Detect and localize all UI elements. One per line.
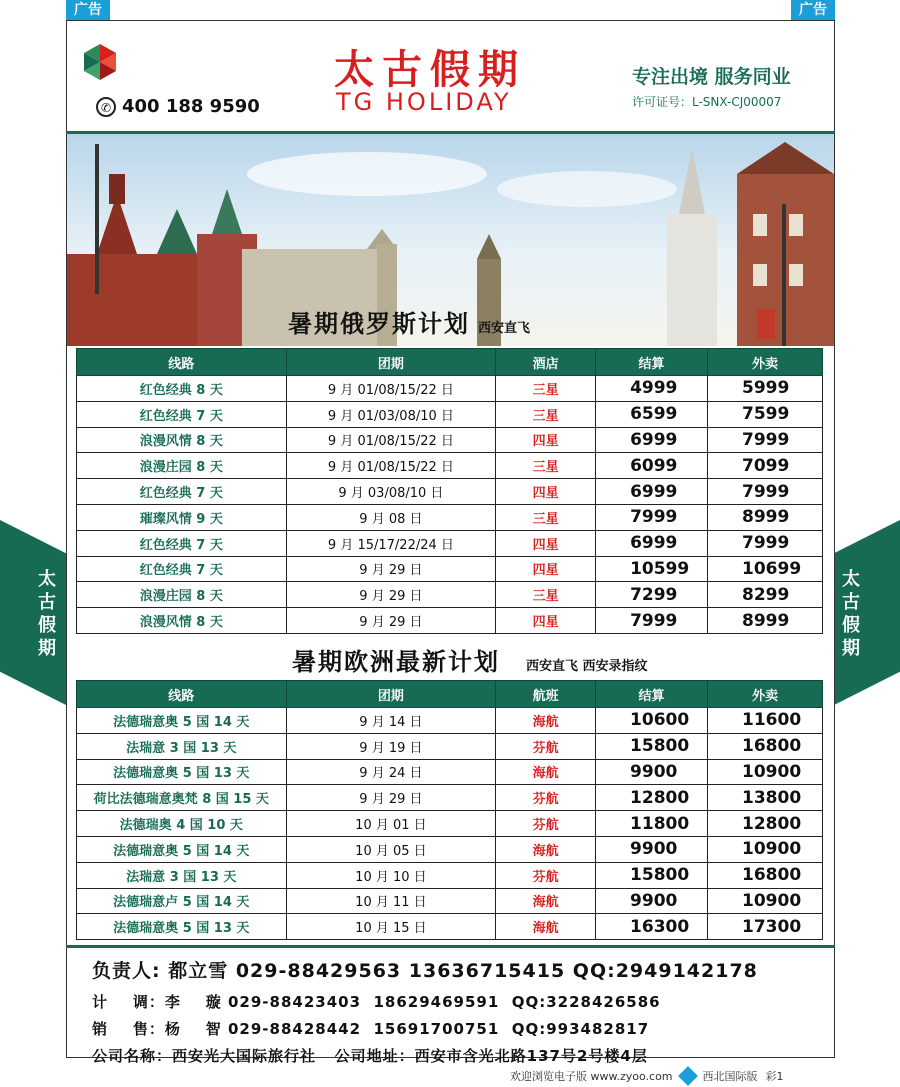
flight-cell: 海航 xyxy=(496,914,596,940)
dates-cell: 9 月 03/08/10 日 xyxy=(286,479,496,505)
col-header-dates: 团期 xyxy=(286,349,496,376)
hotel-cell: 四星 xyxy=(496,556,596,582)
slogan: 专注出境 服务同业 xyxy=(632,66,791,88)
retail-price-cell: 7999 xyxy=(708,530,823,556)
route-cell: 红色经典 7 天 xyxy=(77,530,287,556)
table-row xyxy=(77,556,823,582)
col-header-retail: 外卖 xyxy=(708,681,823,708)
col-header-flight: 航班 xyxy=(496,681,596,708)
hotel-cell: 四星 xyxy=(496,427,596,453)
retail-price-cell: 10900 xyxy=(708,836,823,862)
flight-cell: 海航 xyxy=(496,888,596,914)
dates-cell: 9 月 29 日 xyxy=(286,582,496,608)
route-cell: 法德瑞意奥 5 国 13 天 xyxy=(77,759,287,785)
flight-cell: 芬航 xyxy=(496,862,596,888)
flight-cell: 芬航 xyxy=(496,811,596,837)
retail-price-cell: 12800 xyxy=(708,811,823,837)
edition-badge-icon xyxy=(678,1066,698,1086)
side-text-left: 太 古 假 期 xyxy=(38,569,56,659)
dates-cell: 10 月 10 日 xyxy=(286,862,496,888)
settle-price-cell: 7999 xyxy=(596,608,708,634)
flight-cell: 海航 xyxy=(496,836,596,862)
russia-title: 暑期俄罗斯计划 xyxy=(288,310,470,338)
retail-price-cell: 16800 xyxy=(708,862,823,888)
col-header-route: 线路 xyxy=(77,349,287,376)
route-cell: 法德瑞意奥 5 国 14 天 xyxy=(77,836,287,862)
retail-price-cell: 7999 xyxy=(708,427,823,453)
dates-cell: 9 月 14 日 xyxy=(286,708,496,734)
route-cell: 法德瑞意卢 5 国 14 天 xyxy=(77,888,287,914)
dates-cell: 9 月 15/17/22/24 日 xyxy=(286,530,496,556)
company-info: 公司名称：西安光大国际旅行社 公司地址：西安市含光北路137号2号楼4层 xyxy=(92,1047,648,1065)
settle-price-cell: 10599 xyxy=(596,556,708,582)
route-cell: 红色经典 8 天 xyxy=(77,376,287,402)
brand-name-cn: 太古假期 xyxy=(334,46,526,93)
route-cell: 红色经典 7 天 xyxy=(77,401,287,427)
route-cell: 浪漫庄园 8 天 xyxy=(77,582,287,608)
settle-price-cell: 7299 xyxy=(596,582,708,608)
license-number: 许可证号：L-SNX-CJ00007 xyxy=(632,95,782,109)
hotline xyxy=(96,96,260,117)
brand-logo-icon xyxy=(84,44,116,80)
retail-price-cell: 11600 xyxy=(708,708,823,734)
dates-cell: 9 月 19 日 xyxy=(286,733,496,759)
phone-icon: ✆ xyxy=(96,97,116,117)
settle-price-cell: 10600 xyxy=(596,708,708,734)
settle-price-cell: 12800 xyxy=(596,785,708,811)
flight-cell: 海航 xyxy=(496,708,596,734)
table-row xyxy=(77,914,823,940)
contact-sales: 销 售：杨 智 029-88428442 15691700751 QQ:993482817 xyxy=(92,1020,650,1038)
route-cell: 浪漫庄园 8 天 xyxy=(77,453,287,479)
page-footer xyxy=(510,1068,784,1084)
table-row xyxy=(77,453,823,479)
col-header-retail: 外卖 xyxy=(708,349,823,376)
russia-subtitle: 西安直飞 xyxy=(478,321,531,336)
table-row xyxy=(77,862,823,888)
table-row xyxy=(77,733,823,759)
europe-section-title xyxy=(292,642,648,677)
brand-name-en: TG HOLIDAY xyxy=(336,88,512,116)
europe-price-table xyxy=(76,680,823,940)
settle-price-cell: 7999 xyxy=(596,504,708,530)
table-header-row xyxy=(77,681,823,708)
col-header-route: 线路 xyxy=(77,681,287,708)
footer-text: 欢迎浏览电子版 www.zyoo.com xyxy=(510,1070,673,1083)
settle-price-cell: 16300 xyxy=(596,914,708,940)
table-header-row xyxy=(77,349,823,376)
route-cell: 法德瑞奥 4 国 10 天 xyxy=(77,811,287,837)
hotline-number: 400 188 9590 xyxy=(122,96,260,117)
route-cell: 法瑞意 3 国 13 天 xyxy=(77,733,287,759)
hotel-cell: 三星 xyxy=(496,376,596,402)
settle-price-cell: 15800 xyxy=(596,862,708,888)
route-cell: 浪漫风情 8 天 xyxy=(77,608,287,634)
dates-cell: 9 月 29 日 xyxy=(286,785,496,811)
hotel-cell: 三星 xyxy=(496,453,596,479)
ad-tag-right: 广告 xyxy=(791,0,835,20)
table-row xyxy=(77,708,823,734)
table-row xyxy=(77,504,823,530)
settle-price-cell: 4999 xyxy=(596,376,708,402)
retail-price-cell: 7999 xyxy=(708,479,823,505)
settle-price-cell: 9900 xyxy=(596,836,708,862)
europe-title: 暑期欧洲最新计划 xyxy=(292,648,500,676)
dates-cell: 9 月 29 日 xyxy=(286,608,496,634)
retail-price-cell: 8299 xyxy=(708,582,823,608)
retail-price-cell: 10900 xyxy=(708,888,823,914)
footer-edition: 西北国际版 xyxy=(702,1070,758,1083)
table-row xyxy=(77,836,823,862)
hotel-cell: 四星 xyxy=(496,608,596,634)
contact-manager: 负责人: 都立雪 029-88429563 13636715415 QQ:2949142178 xyxy=(92,960,758,982)
europe-subtitle: 西安直飞 西安录指纹 xyxy=(526,659,648,674)
settle-price-cell: 11800 xyxy=(596,811,708,837)
retail-price-cell: 8999 xyxy=(708,504,823,530)
dates-cell: 10 月 01 日 xyxy=(286,811,496,837)
dates-cell: 9 月 01/03/08/10 日 xyxy=(286,401,496,427)
dates-cell: 9 月 01/08/15/22 日 xyxy=(286,453,496,479)
retail-price-cell: 17300 xyxy=(708,914,823,940)
table-row xyxy=(77,888,823,914)
footer-divider xyxy=(66,945,835,948)
col-header-hotel: 酒店 xyxy=(496,349,596,376)
retail-price-cell: 7099 xyxy=(708,453,823,479)
footer-page: 彩1 xyxy=(765,1070,784,1083)
dates-cell: 9 月 08 日 xyxy=(286,504,496,530)
route-cell: 红色经典 7 天 xyxy=(77,479,287,505)
table-row xyxy=(77,479,823,505)
hotel-cell: 三星 xyxy=(496,582,596,608)
route-cell: 法德瑞意奥 5 国 14 天 xyxy=(77,708,287,734)
retail-price-cell: 7599 xyxy=(708,401,823,427)
settle-price-cell: 6099 xyxy=(596,453,708,479)
russia-section-title xyxy=(288,304,530,339)
route-cell: 法德瑞意奥 5 国 13 天 xyxy=(77,914,287,940)
table-row xyxy=(77,401,823,427)
retail-price-cell: 5999 xyxy=(708,376,823,402)
col-header-dates: 团期 xyxy=(286,681,496,708)
russia-price-table xyxy=(76,348,823,634)
hotel-cell: 四星 xyxy=(496,479,596,505)
retail-price-cell: 8999 xyxy=(708,608,823,634)
settle-price-cell: 15800 xyxy=(596,733,708,759)
col-header-settle: 结算 xyxy=(596,349,708,376)
side-text-right: 太 古 假 期 xyxy=(842,569,860,659)
table-row xyxy=(77,608,823,634)
settle-price-cell: 6999 xyxy=(596,479,708,505)
table-row xyxy=(77,811,823,837)
contact-planner: 计 调：李 璇 029-88423403 18629469591 QQ:3228426586 xyxy=(92,993,661,1011)
table-row xyxy=(77,582,823,608)
route-cell: 浪漫风情 8 天 xyxy=(77,427,287,453)
table-row xyxy=(77,759,823,785)
flight-cell: 海航 xyxy=(496,759,596,785)
dates-cell: 9 月 01/08/15/22 日 xyxy=(286,427,496,453)
settle-price-cell: 6999 xyxy=(596,427,708,453)
dates-cell: 10 月 15 日 xyxy=(286,914,496,940)
retail-price-cell: 13800 xyxy=(708,785,823,811)
ad-tag-left: 广告 xyxy=(66,0,110,20)
dates-cell: 10 月 05 日 xyxy=(286,836,496,862)
retail-price-cell: 10900 xyxy=(708,759,823,785)
hotel-cell: 三星 xyxy=(496,504,596,530)
col-header-settle: 结算 xyxy=(596,681,708,708)
flight-cell: 芬航 xyxy=(496,733,596,759)
retail-price-cell: 10699 xyxy=(708,556,823,582)
route-cell: 璀璨风情 9 天 xyxy=(77,504,287,530)
contact-block xyxy=(92,956,758,1072)
settle-price-cell: 9900 xyxy=(596,759,708,785)
route-cell: 红色经典 7 天 xyxy=(77,556,287,582)
table-row xyxy=(77,376,823,402)
dates-cell: 9 月 24 日 xyxy=(286,759,496,785)
dates-cell: 9 月 29 日 xyxy=(286,556,496,582)
table-row xyxy=(77,785,823,811)
settle-price-cell: 9900 xyxy=(596,888,708,914)
hotel-cell: 四星 xyxy=(496,530,596,556)
retail-price-cell: 16800 xyxy=(708,733,823,759)
dates-cell: 9 月 01/08/15/22 日 xyxy=(286,376,496,402)
dates-cell: 10 月 11 日 xyxy=(286,888,496,914)
flight-cell: 芬航 xyxy=(496,785,596,811)
table-row xyxy=(77,427,823,453)
settle-price-cell: 6599 xyxy=(596,401,708,427)
settle-price-cell: 6999 xyxy=(596,530,708,556)
route-cell: 荷比法德瑞意奥梵 8 国 15 天 xyxy=(77,785,287,811)
table-row xyxy=(77,530,823,556)
hotel-cell: 三星 xyxy=(496,401,596,427)
route-cell: 法瑞意 3 国 13 天 xyxy=(77,862,287,888)
